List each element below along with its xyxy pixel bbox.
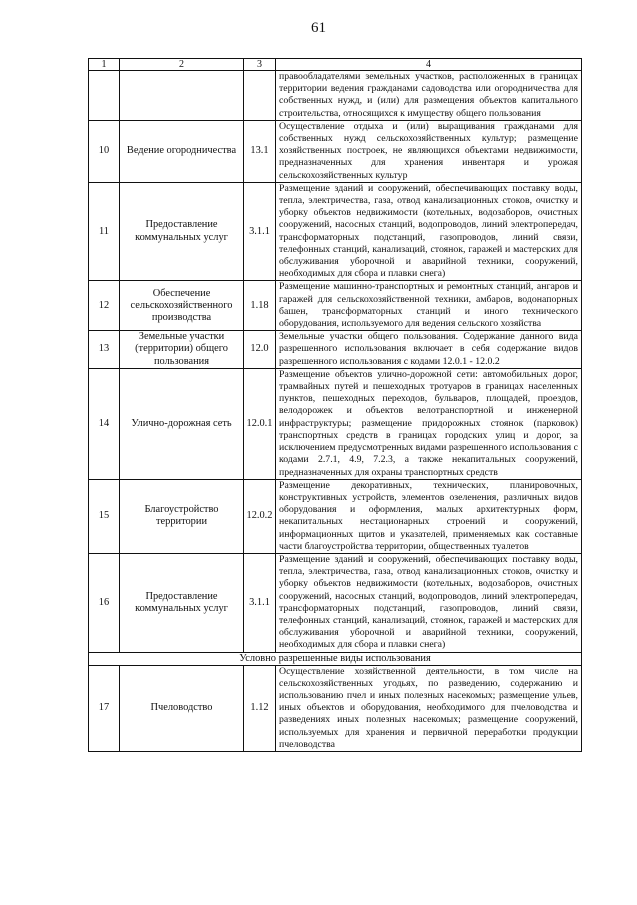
- table-row: [89, 553, 582, 652]
- use-type-name: Обеспечение сельскохозяйственного производства: [120, 281, 244, 331]
- column-number: 2: [120, 59, 244, 71]
- use-type-description: Размещение декоративных, технических, планировочных, конструктивных устройств, элементов озеленения, различных видов оборудования и оформления, малых архитектурных форм, некапитальных нестационарных строений и сооружений, информационных щитов и указателей, применяемых как составные части благоустройства территории, общественных туалетов: [276, 479, 582, 553]
- use-type-code: 1.18: [244, 281, 276, 331]
- use-type-code: 12.0.2: [244, 479, 276, 553]
- table-row: [89, 368, 582, 479]
- use-type-name: Пчеловодство: [120, 665, 244, 751]
- table-row: [89, 120, 582, 182]
- use-type-description: Осуществление хозяйственной деятельности, в том числе на сельскохозяйственных угодьях, по разведению, содержанию и использованию пчел и иных полезных насекомых; размещение ульев, иных объектов и оборудования, необходимого для пчеловодства и разведениях иных полезных насекомых; размещение сооружений, используемых для хранения и первичной переработки продукции пчеловодства: [276, 665, 582, 751]
- use-type-name: Благоустройство территории: [120, 479, 244, 553]
- use-type-code: 3.1.1: [244, 553, 276, 652]
- table-row: [89, 281, 582, 331]
- use-type-description: Размещение зданий и сооружений, обеспечивающих поставку воды, тепла, электричества, газа, отвод канализационных стоков, очистку и уборку объектов недвижимости (котельных, водозаборов, очистных сооружений, насосных станций, водопроводов, линий электропередач, трансформаторных подстанций, газопроводов, линий связи, телефонных станций, канализаций, стоянок, гаражей и мастерских для обслуживания уборочной и аварийной техники, сооружений, необходимых для сбора и плавки снега): [276, 182, 582, 281]
- use-type-description: Земельные участки общего пользования. Содержание данного вида разрешенного использования включает в себя содержание видов разрешенного использования с кодами 12.0.1 - 12.0.2: [276, 331, 582, 369]
- use-type-name: Земельные участки (территории) общего пользования: [120, 331, 244, 369]
- row-number: 16: [89, 553, 120, 652]
- table-row: [89, 182, 582, 281]
- use-type-description: Размещение зданий и сооружений, обеспечивающих поставку воды, тепла, электричества, газа, отвод канализационных стоков, очистку и уборку объектов недвижимости (котельных, водозаборов, очистных сооружений, насосных станций, водопроводов, линий электропередач, трансформаторных подстанций, газопроводов, линий связи, телефонных станций, канализаций, стоянок, гаражей и мастерских для обслуживания уборочной и аварийной техники, сооружений, необходимых для сбора и плавки снега): [276, 553, 582, 652]
- column-number-row: [89, 59, 582, 71]
- table-row: [89, 71, 582, 121]
- use-type-name: Предоставление коммунальных услуг: [120, 182, 244, 281]
- column-number: 3: [244, 59, 276, 71]
- table-row: [89, 665, 582, 751]
- use-type-code: [244, 71, 276, 121]
- use-type-name: Ведение огородничества: [120, 120, 244, 182]
- use-type-code: 3.1.1: [244, 182, 276, 281]
- land-use-table: [88, 58, 582, 752]
- use-type-description: Размещение машинно-транспортных и ремонтных станций, ангаров и гаражей для сельскохозяйственной техники, амбаров, водонапорных башен, трансформаторных станций и иного технического оборудования, используемого для ведения сельского хозяйства: [276, 281, 582, 331]
- use-type-name: [120, 71, 244, 121]
- use-type-description: Осуществление отдыха и (или) выращивания гражданами для собственных нужд сельскохозяйственных культур; размещение хозяйственных построек, не являющихся объектами недвижимости, предназначенных для хранения инвентаря и урожая сельскохозяйственных культур: [276, 120, 582, 182]
- section-header-row: [89, 652, 582, 665]
- row-number: 13: [89, 331, 120, 369]
- page-number: 61: [311, 20, 326, 36]
- row-number: 10: [89, 120, 120, 182]
- table-row: [89, 479, 582, 553]
- column-number: 1: [89, 59, 120, 71]
- use-type-name: Улично-дорожная сеть: [120, 368, 244, 479]
- table-row: [89, 331, 582, 369]
- use-type-name: Предоставление коммунальных услуг: [120, 553, 244, 652]
- column-number: 4: [276, 59, 582, 71]
- row-number: 11: [89, 182, 120, 281]
- row-number: 12: [89, 281, 120, 331]
- use-type-code: 13.1: [244, 120, 276, 182]
- row-number: [89, 71, 120, 121]
- row-number: 17: [89, 665, 120, 751]
- row-number: 15: [89, 479, 120, 553]
- use-type-description: правообладателями земельных участков, расположенных в границах территории ведения гражданами садоводства или огородничества для собственных нужд, и (или) для размещения объектов капитального строительства, относящихся к имуществу общего пользования: [276, 71, 582, 121]
- use-type-description: Размещение объектов улично-дорожной сети: автомобильных дорог, трамвайных путей и пешеходных тротуаров в границах населенных пунктов, пешеходных переходов, бульваров, площадей, проездов, велодорожек и объектов велотранспортной и инженерной инфраструктуры; размещение придорожных стоянок (парковок) транспортных средств в границах городских улиц и дорог, за исключением предусмотренных видами разрешенного использования с кодами 2.7.1, 4.9, 7.2.3, а также некапитальных сооружений, предназначенных для охраны транспортных средств: [276, 368, 582, 479]
- use-type-code: 12.0: [244, 331, 276, 369]
- use-type-code: 1.12: [244, 665, 276, 751]
- row-number: 14: [89, 368, 120, 479]
- section-title: Условно разрешенные виды использования: [89, 652, 582, 665]
- use-type-code: 12.0.1: [244, 368, 276, 479]
